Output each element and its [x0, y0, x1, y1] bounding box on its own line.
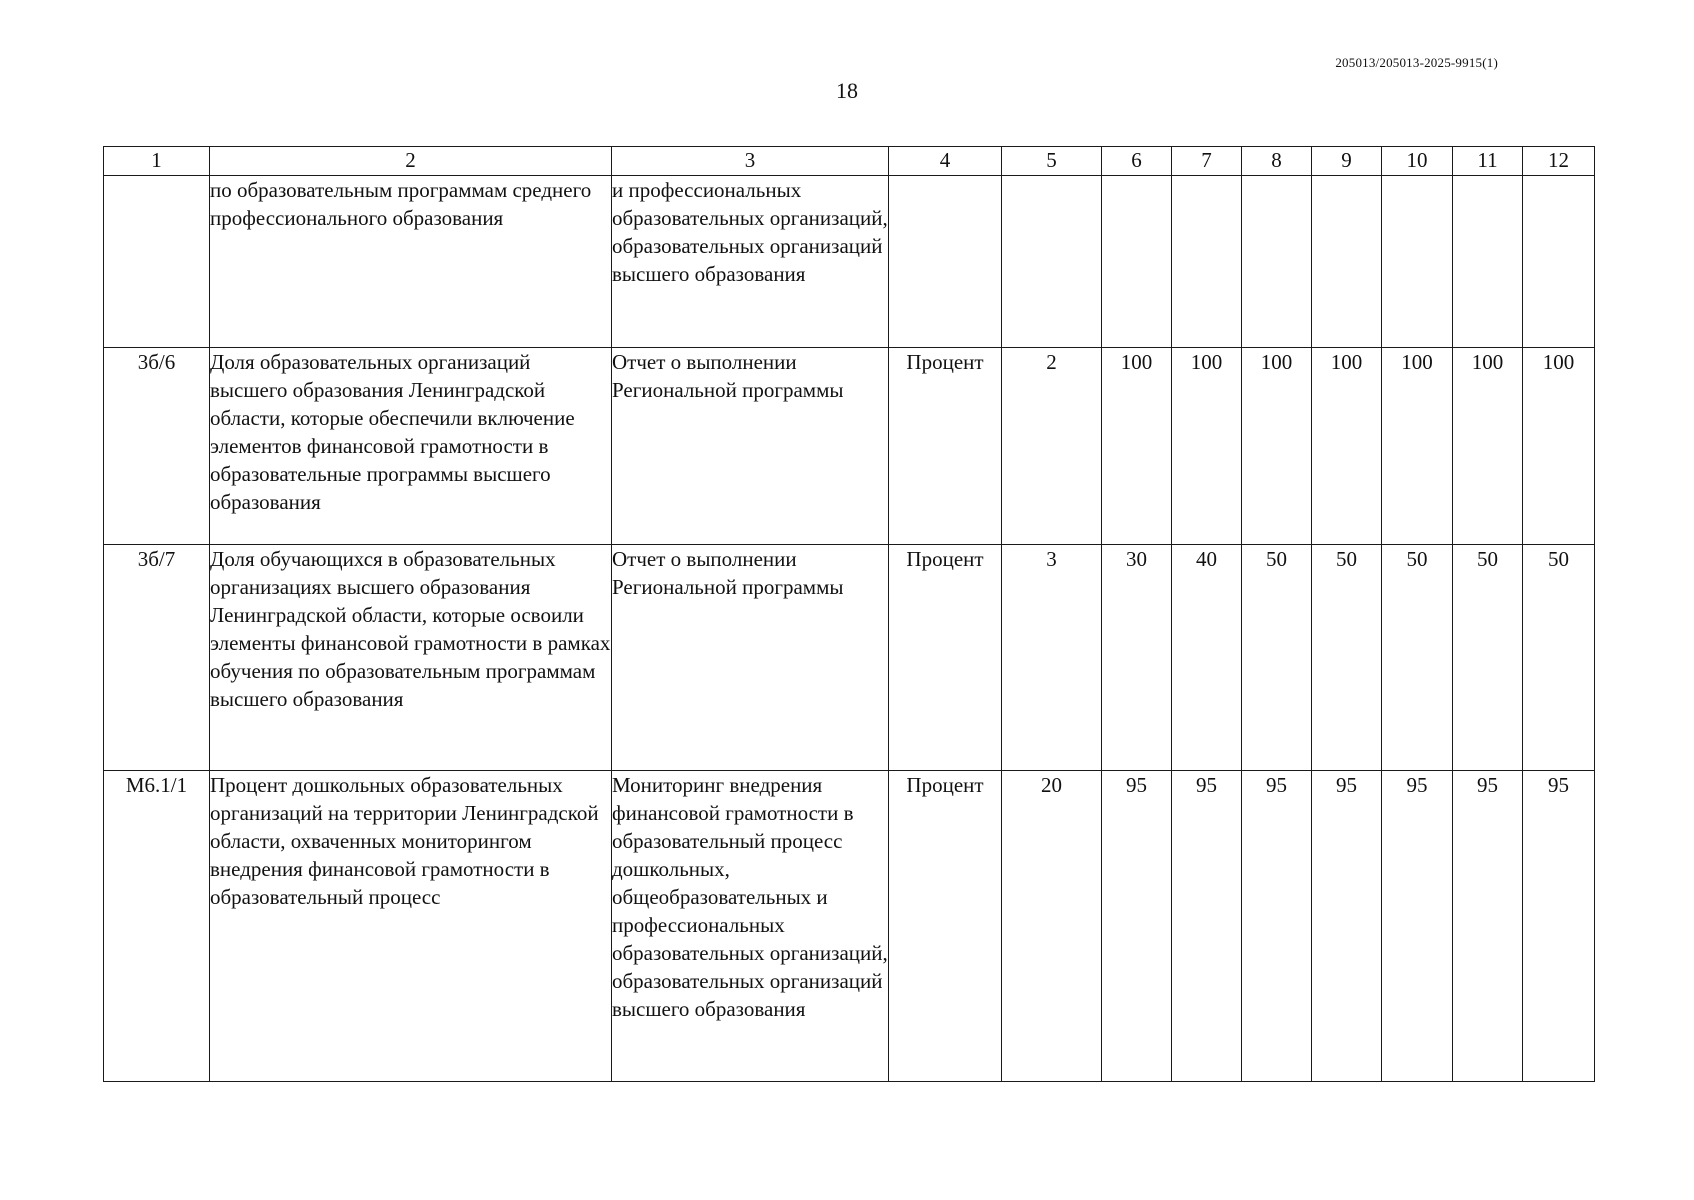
column-header: 6	[1102, 147, 1172, 176]
value-cell	[1102, 176, 1172, 348]
value-cell: 95	[1242, 771, 1312, 1082]
indicator-unit	[889, 176, 1002, 348]
value-cell	[1312, 176, 1382, 348]
indicator-name: Доля обучающихся в образовательных организациях высшего образования Ленинградской области, которые освоили элементы финансовой грамотности в рамках обучения по образовательным программам высшего образования	[210, 545, 612, 771]
table-row	[104, 771, 1595, 1082]
value-cell: 95	[1453, 771, 1523, 1082]
value-cell: 100	[1172, 348, 1242, 545]
indicator-name: по образовательным программам среднего профессионального образования	[210, 176, 612, 348]
column-header: 11	[1453, 147, 1523, 176]
value-cell	[1523, 176, 1595, 348]
column-header: 8	[1242, 147, 1312, 176]
indicator-source: Отчет о выполнении Региональной программы	[612, 545, 889, 771]
value-cell: 100	[1102, 348, 1172, 545]
column-header: 7	[1172, 147, 1242, 176]
value-cell	[1002, 176, 1102, 348]
value-cell: 100	[1523, 348, 1595, 545]
indicator-code: 3б/7	[104, 545, 210, 771]
table-row	[104, 545, 1595, 771]
value-cell: 50	[1382, 545, 1453, 771]
column-header: 10	[1382, 147, 1453, 176]
column-header: 1	[104, 147, 210, 176]
indicator-source: Отчет о выполнении Региональной программы	[612, 348, 889, 545]
column-header: 5	[1002, 147, 1102, 176]
indicator-code: М6.1/1	[104, 771, 210, 1082]
column-header: 9	[1312, 147, 1382, 176]
column-header: 4	[889, 147, 1002, 176]
indicator-source: Мониторинг внедрения финансовой грамотности в образовательный процесс дошкольных, общеобразовательных и профессиональных образовательных организаций, образовательных организаций высшего образования	[612, 771, 889, 1082]
indicator-name: Процент дошкольных образовательных организаций на территории Ленинградской области, охваченных мониторингом внедрения финансовой грамотности в образовательный процесс	[210, 771, 612, 1082]
value-cell: 95	[1382, 771, 1453, 1082]
table-row	[104, 176, 1595, 348]
column-header: 2	[210, 147, 612, 176]
value-cell: 50	[1453, 545, 1523, 771]
column-header: 12	[1523, 147, 1595, 176]
value-cell	[1172, 176, 1242, 348]
value-cell	[1453, 176, 1523, 348]
indicator-unit: Процент	[889, 771, 1002, 1082]
value-cell: 100	[1382, 348, 1453, 545]
indicators-table	[103, 146, 1595, 1082]
value-cell: 3	[1002, 545, 1102, 771]
indicator-code	[104, 176, 210, 348]
value-cell: 95	[1172, 771, 1242, 1082]
value-cell: 100	[1242, 348, 1312, 545]
value-cell	[1382, 176, 1453, 348]
value-cell: 95	[1523, 771, 1595, 1082]
value-cell: 100	[1453, 348, 1523, 545]
value-cell: 95	[1312, 771, 1382, 1082]
indicator-name: Доля образовательных организаций высшего образования Ленинградской области, которые обеспечили включение элементов финансовой грамотности в образовательные программы высшего образования	[210, 348, 612, 545]
value-cell: 95	[1102, 771, 1172, 1082]
indicator-unit: Процент	[889, 348, 1002, 545]
value-cell: 50	[1242, 545, 1312, 771]
indicator-source: и профессиональных образовательных организаций, образовательных организаций высшего образования	[612, 176, 889, 348]
value-cell: 100	[1312, 348, 1382, 545]
value-cell: 2	[1002, 348, 1102, 545]
value-cell: 30	[1102, 545, 1172, 771]
indicator-unit: Процент	[889, 545, 1002, 771]
page-number: 18	[836, 78, 858, 103]
value-cell: 20	[1002, 771, 1102, 1082]
document-id: 205013/205013-2025-9915(1)	[1335, 55, 1498, 70]
column-number-row	[104, 147, 1595, 176]
indicator-code: 3б/6	[104, 348, 210, 545]
value-cell: 50	[1523, 545, 1595, 771]
value-cell: 50	[1312, 545, 1382, 771]
column-header: 3	[612, 147, 889, 176]
value-cell: 40	[1172, 545, 1242, 771]
value-cell	[1242, 176, 1312, 348]
table-row	[104, 348, 1595, 545]
